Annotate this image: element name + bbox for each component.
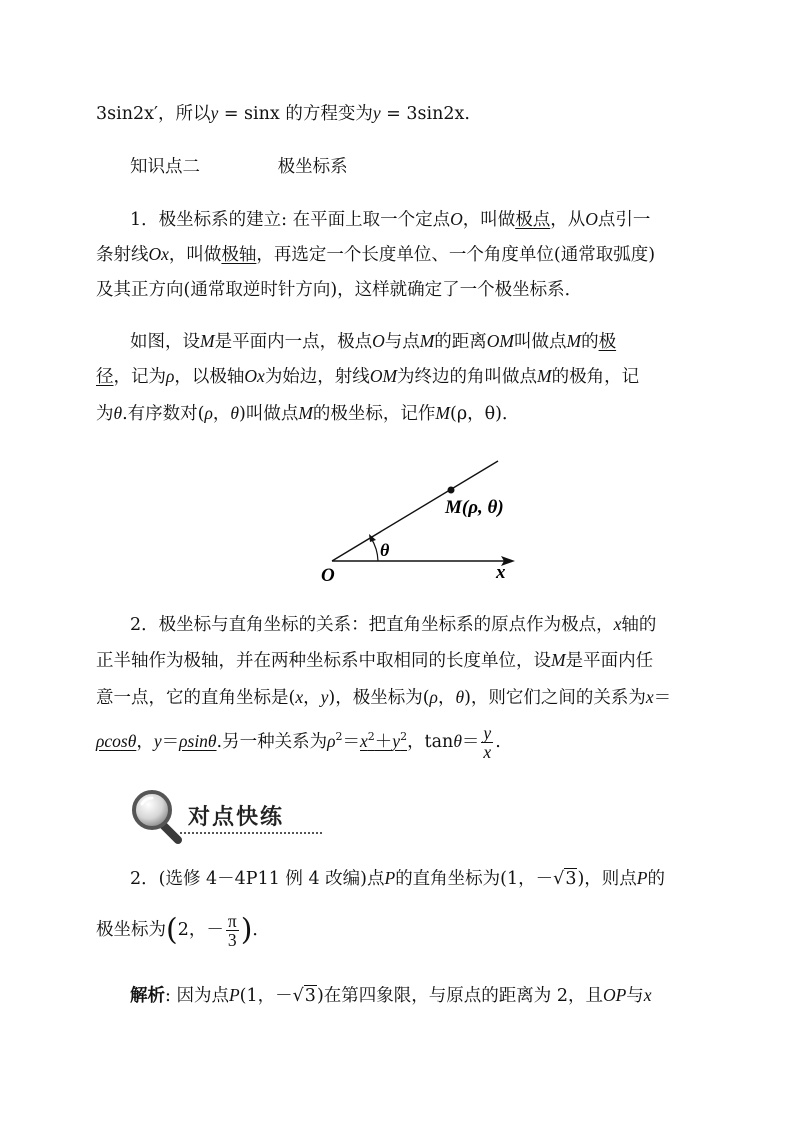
- paragraph-2-line-3: 为θ.有序数对(ρ，θ)叫做点M的极坐标，记作M(ρ，θ)．: [96, 403, 520, 424]
- paragraph-1-line-1: 1．极坐标系的建立: 在平面上取一个定点O，叫做极点，从O点引一: [130, 209, 651, 230]
- practice-heading-title: 对点快练: [188, 805, 285, 830]
- knowledge-point-label: 知识点二: [130, 157, 200, 177]
- origin-label: O: [321, 565, 335, 585]
- fraction-pi-over-3: $\frac{\pi}{3}$: [227, 911, 237, 950]
- heading-dotted-rule: [180, 832, 322, 834]
- paragraph-2-line-1: 如图，设M是平面内一点，极点O与点M的距离OM叫做点M的极: [130, 331, 617, 352]
- paragraph-1-line-3: 及其正方向(通常取逆时针方向)，这样就确定了一个极坐标系．: [96, 280, 583, 300]
- answer-polar-coordinate: 2，－ $\frac{\pi}{3}$: [177, 911, 237, 950]
- paragraph-3-line-2: 正半轴作为极轴，并在两种坐标系中取相同的长度单位，设M是平面内任: [96, 650, 654, 671]
- knowledge-point-heading: [130, 155, 348, 179]
- x-axis-label: x: [496, 562, 506, 583]
- point-m-label: M(ρ, θ): [445, 497, 504, 518]
- paragraph-3-line-3: 意一点，它的直角坐标是(x，y)，极坐标为(ρ，θ)，则它们之间的关系为x＝: [96, 687, 672, 708]
- knowledge-point-title: 极坐标系: [277, 157, 348, 177]
- point-m-dot: [448, 487, 455, 494]
- equation-line: 3sin2x′，所以y = sinx 的方程变为y = 3sin2x.: [96, 103, 470, 124]
- solution-line: 解析: 因为点P(1，－√3)在第四象限，与原点的距离为 2，且OP与x: [130, 985, 652, 1006]
- sqrt-3-solution: √3: [292, 986, 316, 1006]
- fraction-y-over-x: $\frac{y}{x}$: [483, 723, 492, 762]
- sqrt-3: √3: [553, 869, 577, 889]
- practice-heading: [130, 788, 330, 846]
- paragraph-2-line-2: 径，记为ρ，以极轴Ox为始边，射线OM为终边的角叫做点M的极角，记: [96, 366, 640, 387]
- question-2-line-2: 极坐标为(2，－ $\frac{\pi}{3}$ )．: [96, 911, 270, 950]
- question-2-line-1: 2．(选修 4－4P11 例 4 改编)点P的直角坐标为(1，－√3)，则点P的: [130, 868, 665, 889]
- angle-label: θ: [380, 540, 390, 560]
- solution-label: 解析: [130, 986, 165, 1006]
- polar-coordinate-figure: [310, 455, 540, 585]
- paragraph-1-line-2: 条射线Ox，叫做极轴，再选定一个长度单位、一个角度单位(通常取弧度): [96, 244, 656, 265]
- magnifier-icon: [130, 788, 186, 846]
- angle-arc: [371, 538, 378, 561]
- paragraph-3-line-1: 2．极坐标与直角坐标的关系：把直角坐标系的原点作为极点，x轴的: [130, 614, 657, 635]
- paragraph-3-line-4: ρcosθ，y＝ρsinθ.另一种关系为$\rho^2=x^2+y^2$，tanθ＝ $\frac{y}{x}$ .: [96, 723, 501, 762]
